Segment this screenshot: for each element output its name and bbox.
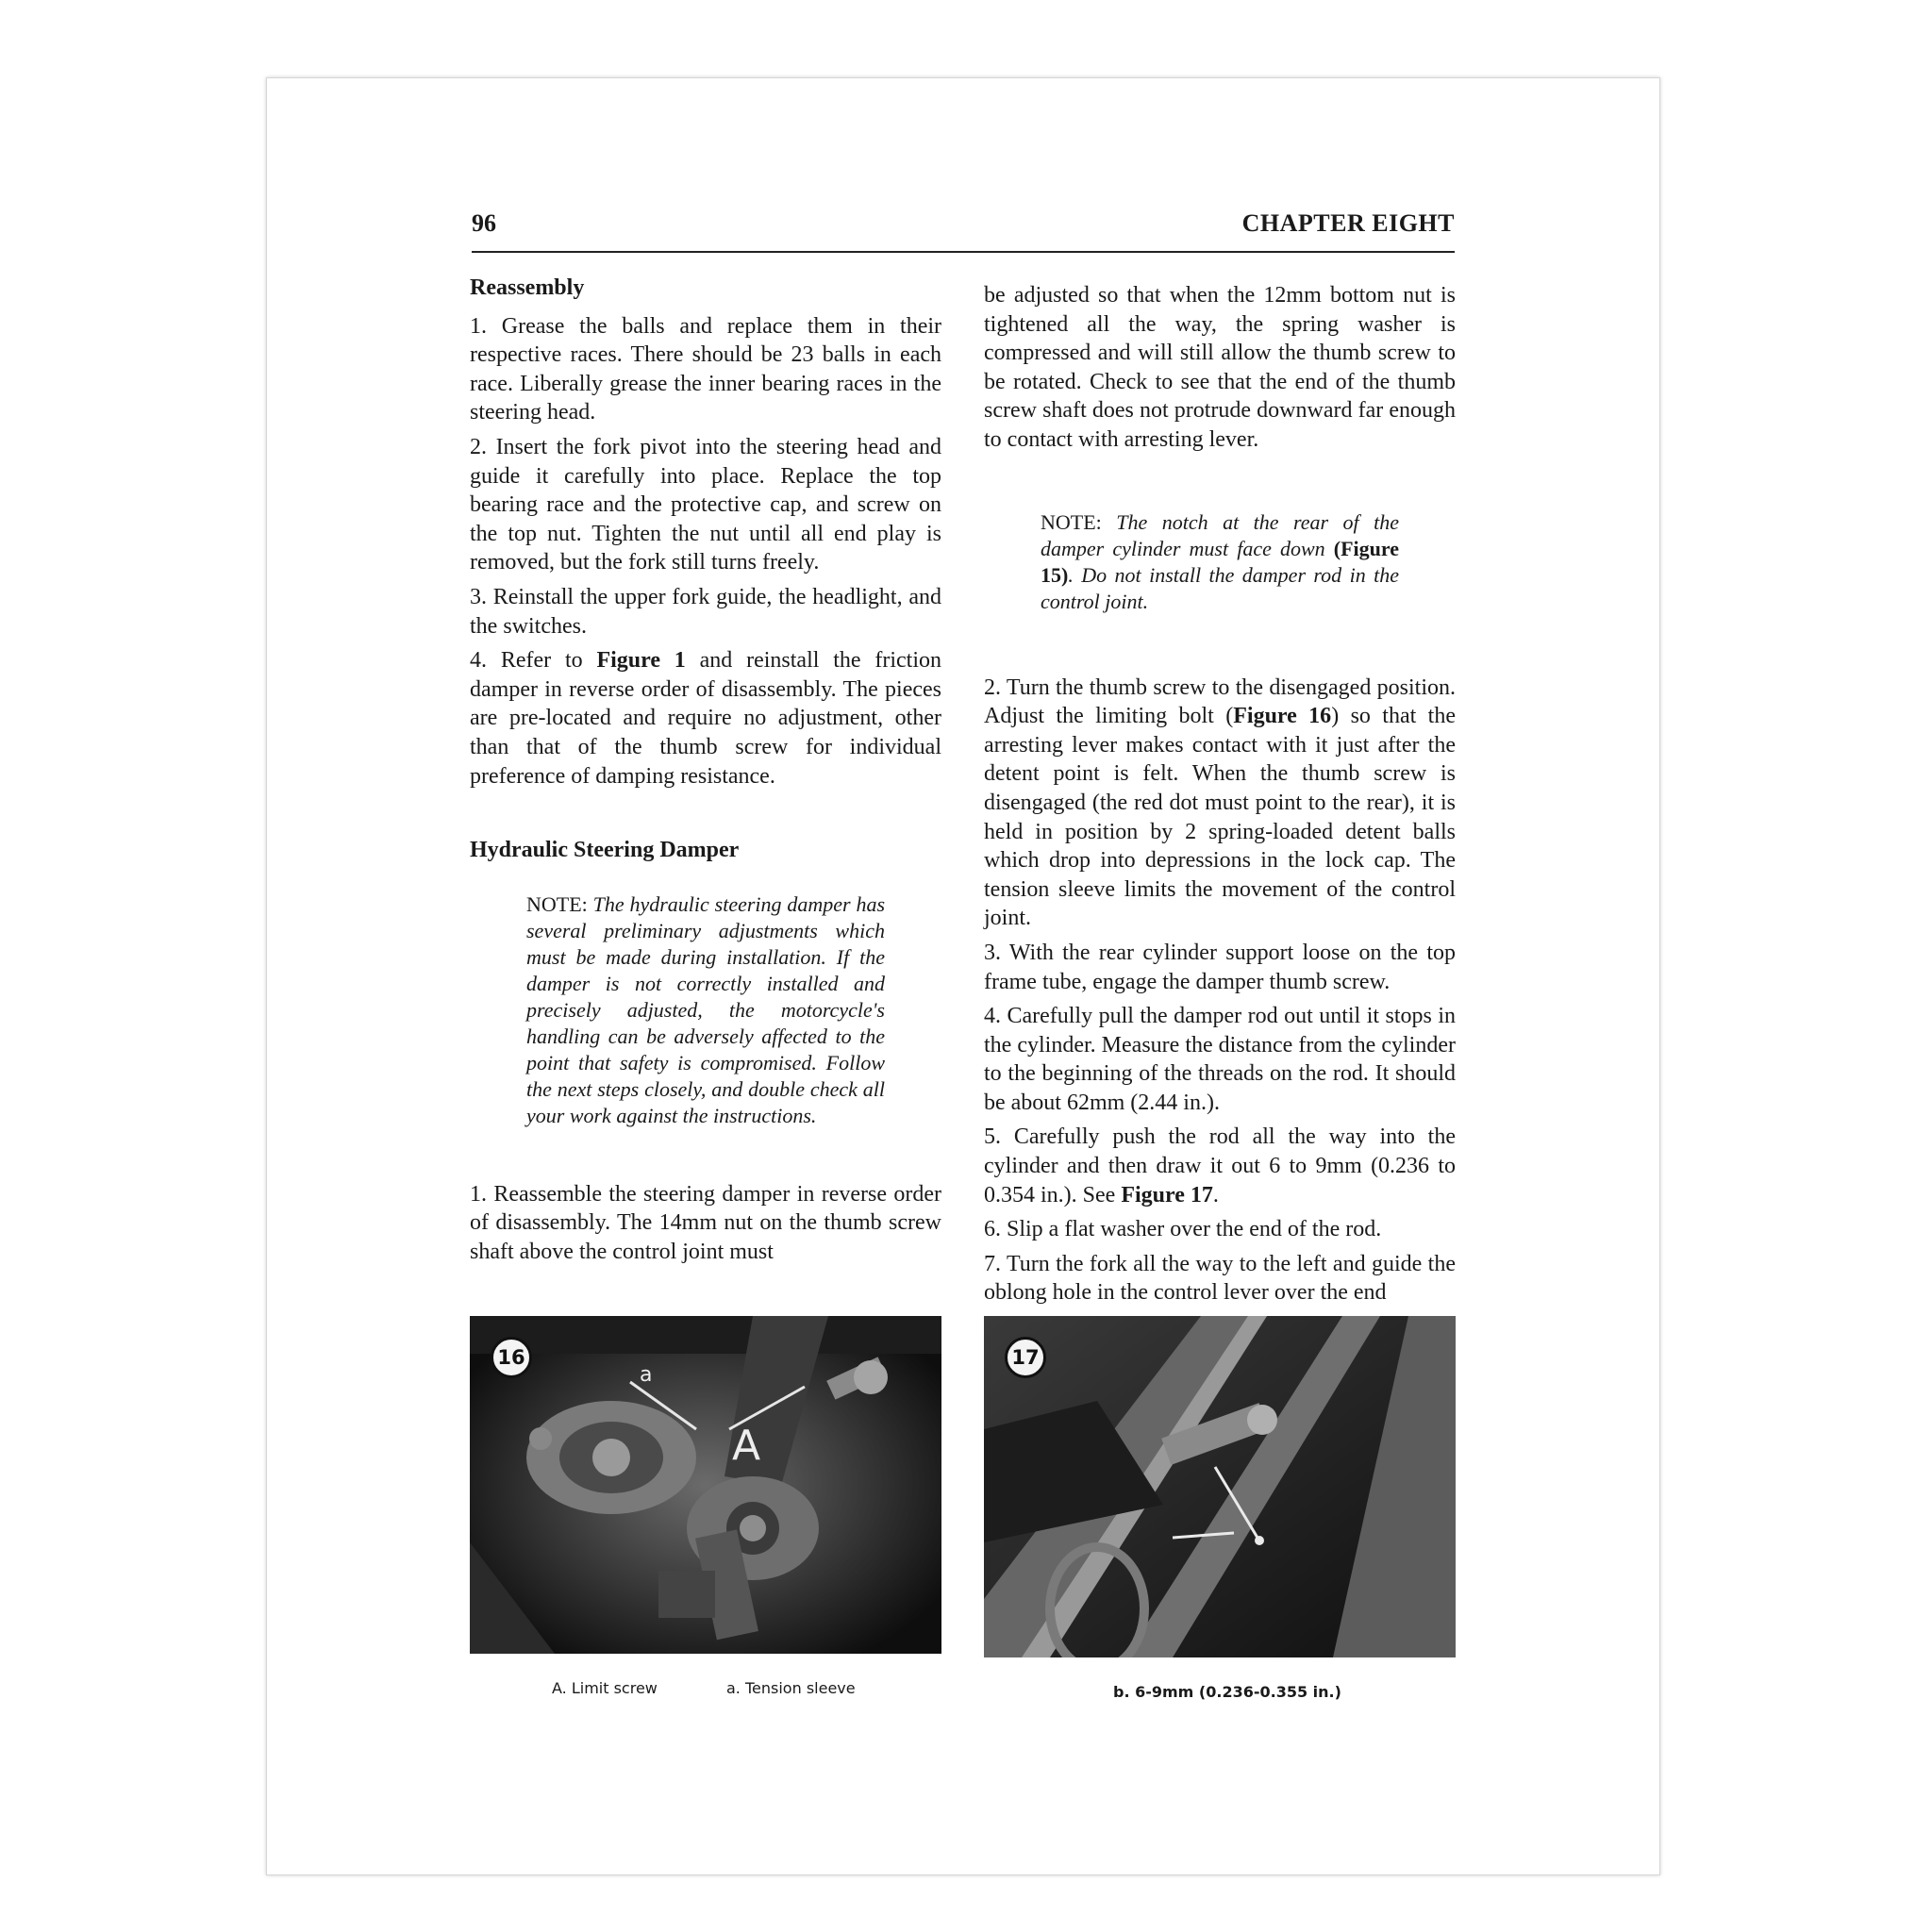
damper-photo-illustration (470, 1316, 941, 1654)
text-run: . (1212, 1182, 1219, 1208)
figure-reference: (Figure 15) (1041, 536, 1399, 587)
paragraph (470, 646, 941, 791)
figure-16-photo (470, 1316, 941, 1654)
figure-number-badge: 17 (1005, 1337, 1046, 1378)
paragraph: 3. With the rear cylinder support loose on the top frame tube, engage the damper thumb screw. (984, 940, 1456, 994)
note-text: . Do not install the damper rod in the control joint. (1041, 562, 1399, 613)
text-run: and reinstall the friction damper in reverse order of disassembly. The pieces are pre-located and require no adjustment, other than that of the thumb screw for individual preference of damping resistance. (470, 648, 942, 789)
note-label: NOTE: (1041, 509, 1117, 534)
page-number: 96 (472, 209, 496, 237)
figure-16-caption-limit-screw: A. Limit screw (552, 1679, 658, 1697)
paragraph: 7. Turn the fork all the way to the left and guide the oblong hole in the control lever over the end (984, 1251, 1456, 1306)
text-run: 5. Carefully push the rod all the way into the cylinder and then draw it out 6 to 9mm (0.236 to 0.354 in.). See (984, 1124, 1456, 1208)
note-block (526, 891, 885, 1129)
note-text: The notch at the rear of the damper cylinder must face down (1041, 509, 1400, 560)
photo-label-a: a (640, 1363, 653, 1387)
paragraph: 1. Grease the balls and replace them in their respective races. There should be 23 balls in each race. Liberally grease the inner bearing races in the steering head. (470, 313, 941, 425)
page-header (472, 209, 1455, 253)
figure-17-photo (984, 1316, 1456, 1657)
paragraph: 1. Reassemble the steering damper in reverse order of disassembly. The 14mm nut on the thumb screw shaft above the control joint must (470, 1181, 941, 1264)
figure-17-caption: b. 6-9mm (0.236-0.355 in.) (1113, 1683, 1341, 1701)
paragraph: 3. Reinstall the upper fork guide, the headlight, and the switches. (470, 584, 941, 639)
text-run: 4. Refer to (470, 648, 597, 674)
paragraph: 6. Slip a flat washer over the end of the rod. (984, 1217, 1382, 1242)
section-heading-reassembly: Reassembly (470, 275, 585, 300)
paragraph: 4. Carefully pull the damper rod out until it stops in the cylinder. Measure the distance from the cylinder to the beginning of the threads on the rod. It should be about 62mm (2.44 in.). (984, 1004, 1456, 1115)
paragraph: be adjusted so that when the 12mm bottom nut is tightened all the way, the spring washer is compressed and will still allow the thumb screw to be rotated. Check to see that the end of the thumb screw shaft does not protrude downward far enough to contact with arresting lever. (984, 283, 1456, 452)
paragraph (984, 674, 1456, 933)
note-block (1041, 509, 1399, 615)
right-column (984, 281, 1456, 1313)
figure-reference: Figure 17 (1121, 1182, 1213, 1208)
chapter-title: CHAPTER EIGHT (1241, 209, 1455, 237)
left-column (470, 274, 941, 1272)
damper-rod-photo-illustration (984, 1316, 1456, 1657)
section-heading-hydraulic: Hydraulic Steering Damper (470, 838, 740, 863)
note-text: The hydraulic steering damper has several preliminary adjustments which must be made during installation. If the damper is not correctly installed and precisely adjusted, the motorcycle's handling can be adversely affected to the point that safety is compromised. Follow the next steps closely, and double check all your work against the instructions. (526, 891, 886, 1127)
figure-reference: Figure 1 (596, 648, 686, 674)
figure-number-badge: 16 (491, 1337, 532, 1378)
text-run: ) so that the arresting lever makes contact with it just after the detent point is felt. When the thumb screw is disengaged (the red dot must point to the rear), it is held in position by 2 spring-loaded detent balls which drop into depressions in the lock cap. The tension sleeve limits the movement of the control joint. (984, 704, 1457, 931)
figure-reference: Figure 16 (1233, 704, 1332, 729)
figure-16-caption-tension-sleeve: a. Tension sleeve (726, 1679, 856, 1697)
text-run: 2. Turn the thumb screw to the disengaged position. Adjust the limiting bolt ( (984, 675, 1456, 729)
paragraph (984, 1123, 1456, 1209)
photo-label-A: A (732, 1422, 761, 1470)
note-label: NOTE: (526, 891, 593, 916)
paragraph: 2. Insert the fork pivot into the steering head and guide it carefully into place. Replace the top bearing race and the protective cap, and screw on the top nut. Tighten the nut until all end play is removed, but the fork still turns freely. (470, 434, 941, 575)
